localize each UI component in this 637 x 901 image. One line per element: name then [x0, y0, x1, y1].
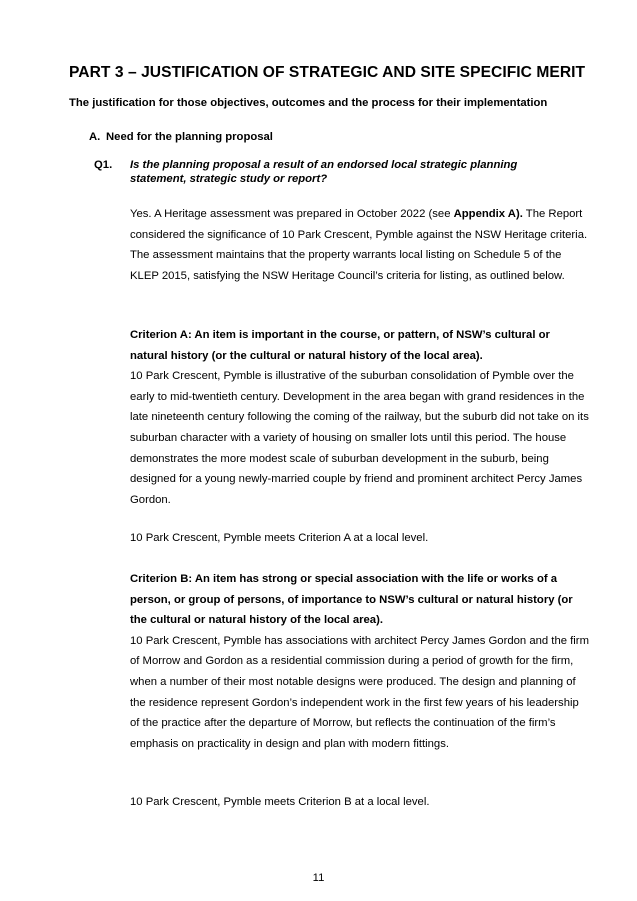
section-letter: A.	[89, 131, 101, 143]
section-heading-need	[89, 131, 273, 143]
answer-paragraph	[130, 204, 590, 286]
criterion-b-heading: Criterion B: An item has strong or special association with the life or works of a person, or group of persons, of importance to NSW’s cultural or natural history (or the cultural or natural history of the local area).	[130, 573, 573, 627]
criterion-a-text: 10 Park Crescent, Pymble is illustrative of the suburban consolidation of Pymble over the early to mid-twentieth century. Development in the area began with grand residences in the late nineteenth century following the coming of the railway, but the suburb did not take on its suburban character with a variety of housing on smaller lots until this period. The house demonstrates the more modest scale of suburban development in the suburb, being designed for a young newly-married couple by friend and prominent architect Percy James Gordon.	[130, 370, 589, 506]
justification-subheading: The justification for those objectives, outcomes and the process for their implementation	[69, 97, 548, 109]
question-number: Q1.	[94, 159, 113, 171]
answer-text-part2: The Report considered the significance of 10 Park Crescent, Pymble against the NSW Heritage criteria. The assessment maintains that the property warrants local listing on Schedule 5 of the KLEP 2015, satisfying the NSW Heritage Council’s criteria for listing, as outlined below.	[130, 208, 588, 282]
question-text: Is the planning proposal a result of an endorsed local strategic planning statement, strategic study or report?	[130, 159, 518, 185]
criterion-a-heading: Criterion A: An item is important in the course, or pattern, of NSW’s cultural or natural history (or the cultural or natural history of the local area).	[130, 329, 550, 362]
criterion-b-conclusion: 10 Park Crescent, Pymble meets Criterion B at a local level.	[130, 796, 430, 808]
criterion-b-block	[130, 569, 590, 754]
part-heading: PART 3 – JUSTIFICATION OF STRATEGIC AND SITE SPECIFIC MERIT	[69, 64, 586, 81]
criterion-a-conclusion: 10 Park Crescent, Pymble meets Criterion A at a local level.	[130, 532, 429, 544]
page-number: 11	[312, 872, 325, 884]
criterion-b-text: 10 Park Crescent, Pymble has associations with architect Percy James Gordon and the firm of Morrow and Gordon as a residential commission during a period of growth for the firm, when a number of their most notable designs were produced. The design and planning of the residence represent Gordon’s independent work in the first few years of his leadership of the practice after the departure of Morrow, but reflects the continuation of the firm’s emphasis on practicality in design and plan with modern fittings.	[130, 634, 589, 750]
answer-text-part1: Yes. A Heritage assessment was prepared in October 2022 (see	[130, 208, 454, 220]
criterion-a-block	[130, 325, 590, 510]
section-title: Need for the planning proposal	[106, 131, 273, 143]
appendix-reference: Appendix A).	[453, 208, 523, 220]
